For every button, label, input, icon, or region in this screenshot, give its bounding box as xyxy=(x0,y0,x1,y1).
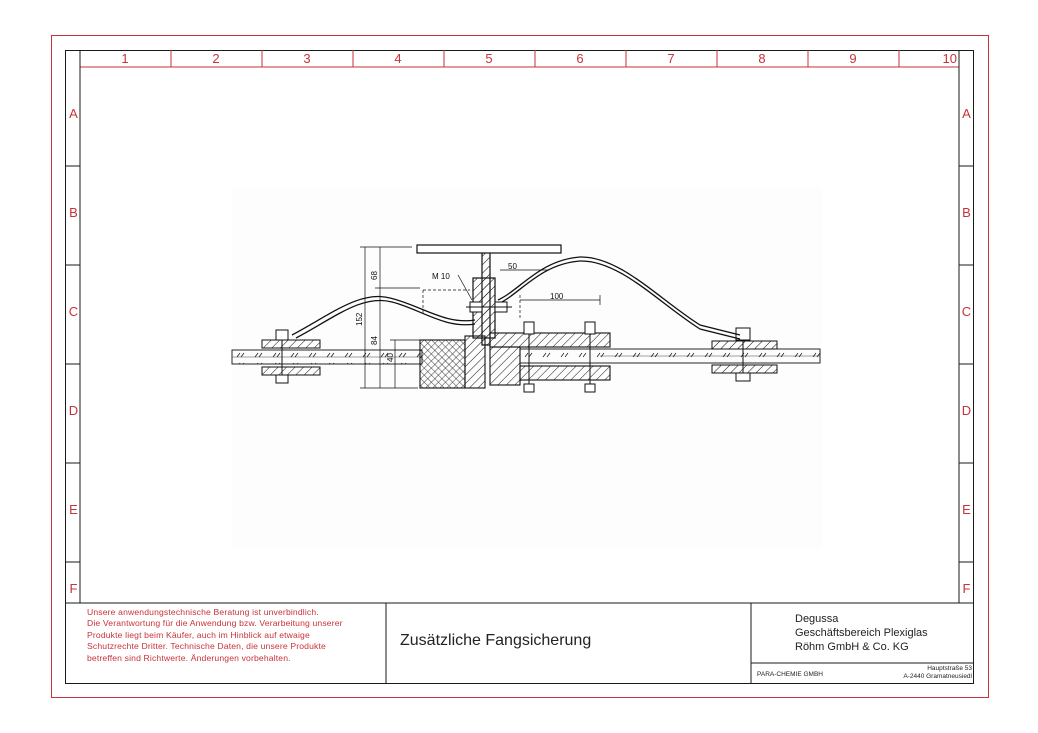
row-label-b-right: B xyxy=(962,205,971,220)
disclaimer-line: Die Verantwortung für die Anwendung bzw. Verarbeitung unserer xyxy=(87,618,343,629)
row-label-f-right: F xyxy=(962,581,971,596)
label-dim-68: 68 xyxy=(370,271,379,280)
address-line: Hauptstraße 53 xyxy=(927,665,972,672)
row-label-c-right: C xyxy=(961,304,972,319)
footer-company-name: PARA-CHEMIE GMBH xyxy=(757,671,823,678)
address-line: A-2440 Gramatneusiedl xyxy=(903,672,972,680)
company-line: Röhm GmbH & Co. KG xyxy=(795,641,909,653)
row-label-d-left: D xyxy=(68,403,79,418)
row-label-d-right: D xyxy=(961,403,972,418)
column-label-9: 9 xyxy=(849,51,857,66)
label-dim-100: 100 xyxy=(550,292,564,301)
row-label-a-right: A xyxy=(962,106,971,121)
row-label-c-left: C xyxy=(68,304,79,319)
disclaimer-line: Unsere anwendungstechnische Beratung ist unverbindlich. xyxy=(87,607,319,617)
row-label-b-left: B xyxy=(69,205,78,220)
label-m10: M 10 xyxy=(432,272,450,281)
disclaimer-text xyxy=(87,607,387,664)
column-label-6: 6 xyxy=(576,51,584,66)
row-label-f-left: F xyxy=(69,581,78,596)
disclaimer-line: Produkte liegt beim Käufer, auch im Hinblick auf etwaige xyxy=(87,629,310,640)
row-label-e-right: E xyxy=(962,502,971,517)
disclaimer-line: Schutzrechte Dritter. Technische Daten, die unsere Produkte xyxy=(87,641,326,652)
column-label-5: 5 xyxy=(485,51,493,66)
footer-address xyxy=(903,665,972,680)
label-dim-84: 84 xyxy=(370,336,379,345)
label-dim-152: 152 xyxy=(355,312,364,326)
row-label-e-left: E xyxy=(69,502,78,517)
column-label-1: 1 xyxy=(121,51,129,66)
column-label-7: 7 xyxy=(667,51,675,66)
label-dim-40: 40 xyxy=(386,353,395,362)
left-clamp xyxy=(420,336,485,388)
column-label-10: 10 xyxy=(942,51,957,66)
column-label-4: 4 xyxy=(394,51,402,66)
column-label-8: 8 xyxy=(758,51,766,66)
column-label-3: 3 xyxy=(303,51,311,66)
label-dim-50: 50 xyxy=(508,262,517,271)
company-info xyxy=(795,612,928,654)
company-line: Geschäftsbereich Plexiglas xyxy=(795,627,928,639)
drawing-title: Zusätzliche Fangsicherung xyxy=(400,632,592,649)
company-line: Degussa xyxy=(795,613,839,625)
column-label-2: 2 xyxy=(212,51,220,66)
right-panel xyxy=(520,349,820,363)
disclaimer-line: betreffen sind Richtwerte. Änderungen vorbehalten. xyxy=(87,652,291,663)
row-label-a-left: A xyxy=(69,106,78,121)
